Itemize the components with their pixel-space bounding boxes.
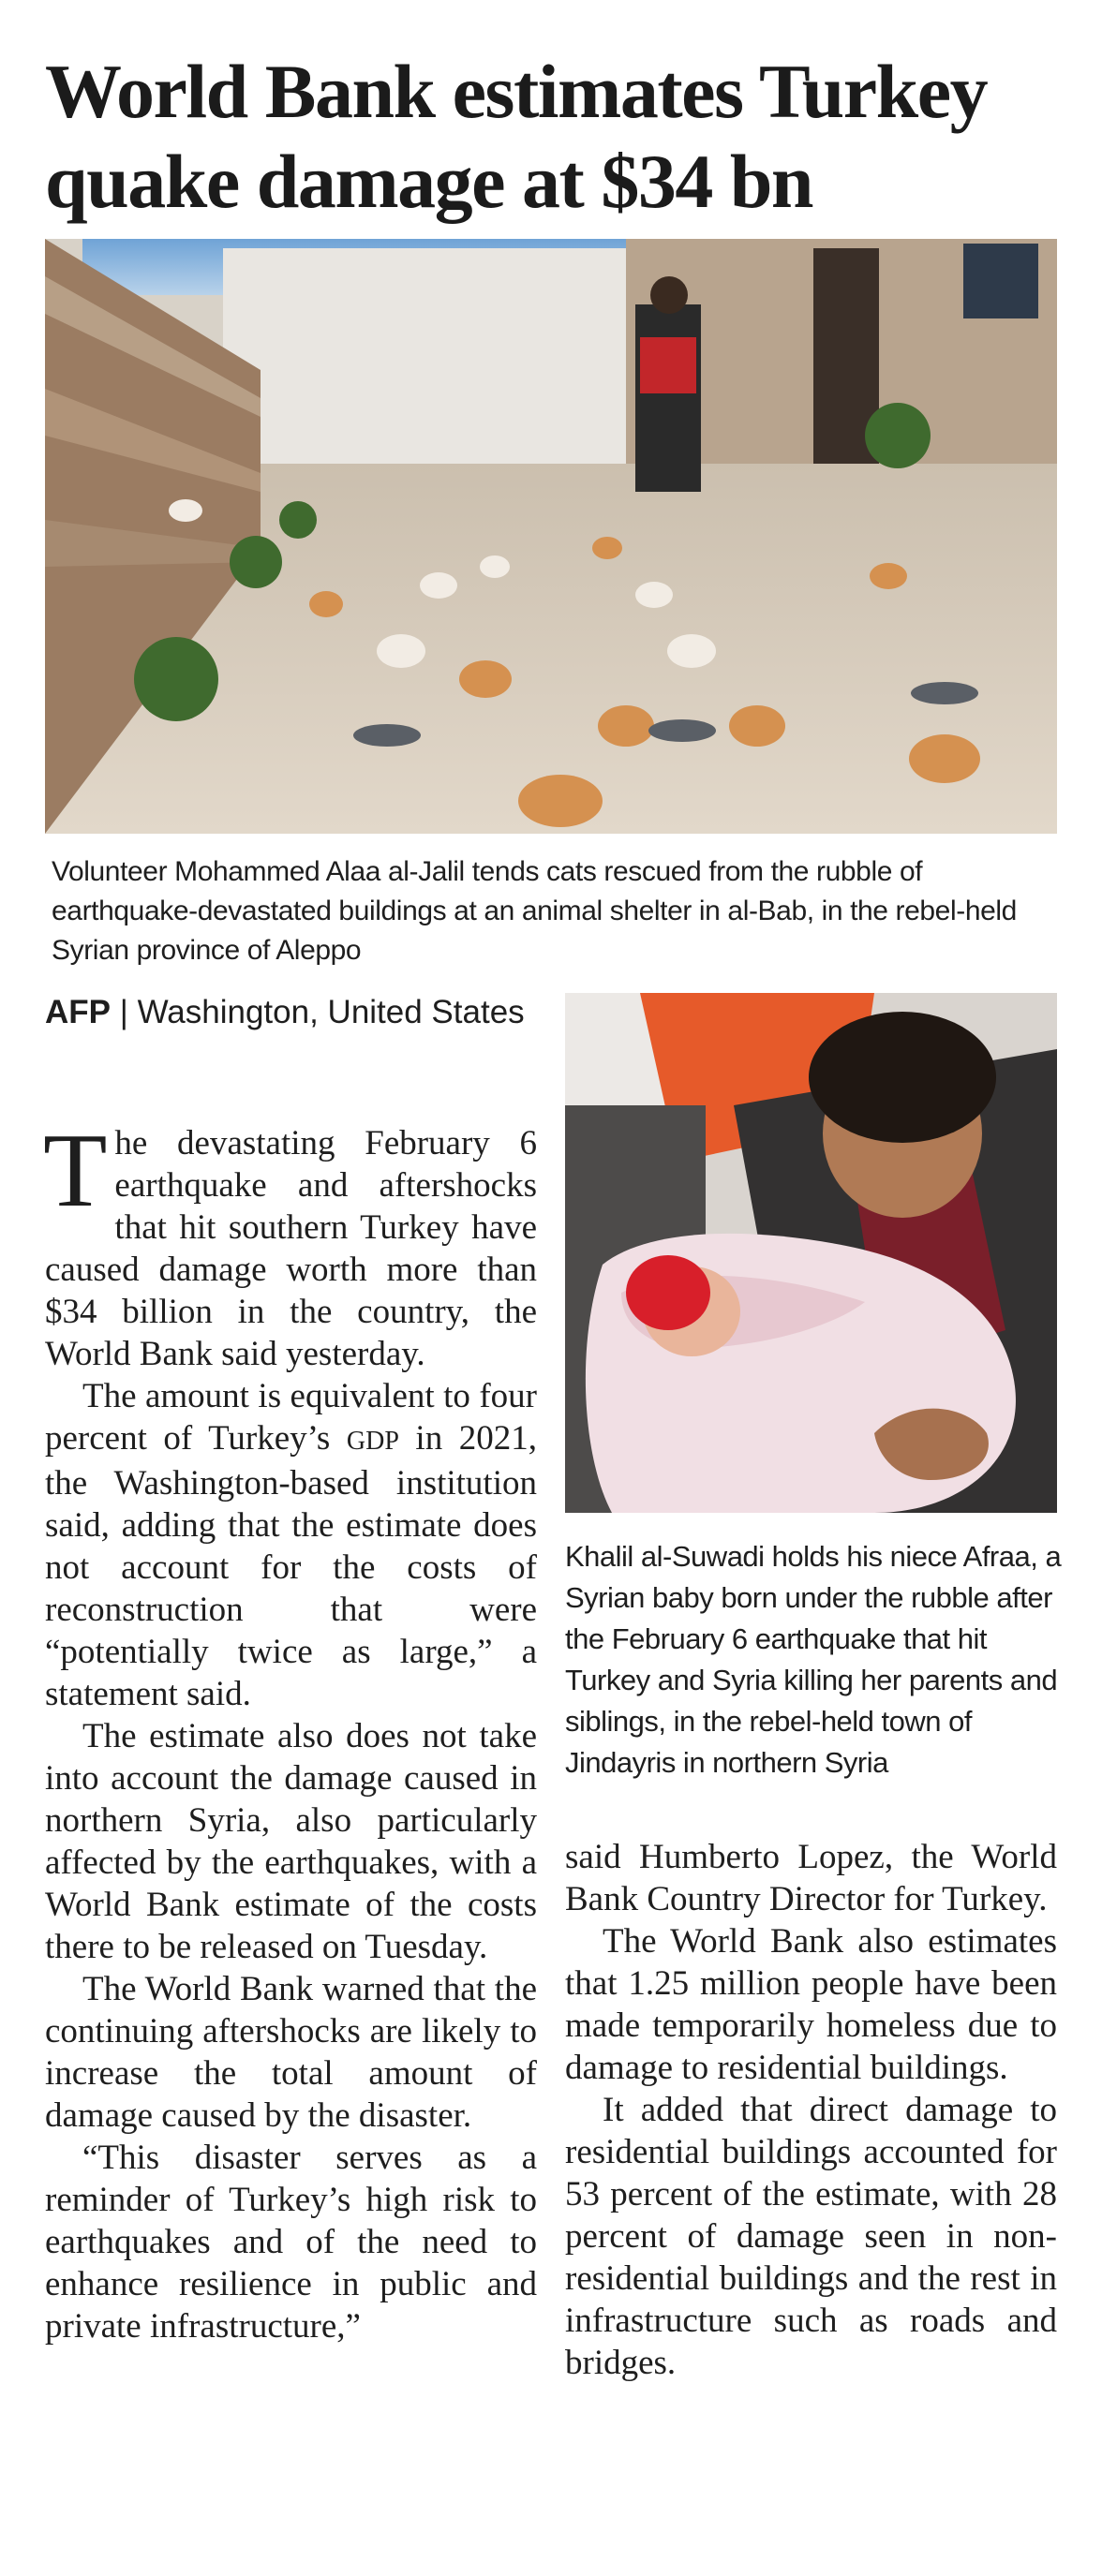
photo-caption-top: Volunteer Mohammed Alaa al-Jalil tends cats rescued from the rubble of earthquake-devastated buildings at an animal shelter in al-Bab, in the rebel-held Syrian province of Aleppo: [52, 856, 1017, 966]
article-paragraph-4: The World Bank warned that the continuing aftershocks are likely to increase the total amount of damage caused by the disaster.: [45, 1970, 537, 2135]
gdp-abbrev: GDP: [346, 1427, 399, 1456]
dropcap: T: [43, 1113, 108, 1229]
photo-cats-shelter-image: [45, 239, 1057, 834]
photo-baby: [565, 993, 1057, 1513]
photo-cats-shelter: [45, 239, 1057, 834]
article-paragraph-1-text: he devastating February 6 earthquake and aftershocks that hit southern Turkey have caused damage worth more than $34 billion in the country, the World Bank said yesterday.: [45, 1124, 537, 1373]
headline: World Bank estimates Turkey quake damage at $34 bn: [45, 49, 988, 224]
article-paragraph-2-text-a: The amount is equivalent to four percent of Turkey’s: [45, 1377, 537, 1458]
photo-caption-side: Khalil al-Suwadi holds his niece Afraa, a Syrian baby born under the rubble after the February 6 earthquake that hit Turkey and Syria killing her parents and siblings, in the rebel-held town of Jindayris in northern Syria: [565, 1540, 1062, 1779]
byline-separator: |: [119, 994, 128, 1030]
byline: [45, 991, 532, 1033]
article-paragraph-5-continued: said Humberto Lopez, the World Bank Country Director for Turkey.: [565, 1838, 1057, 1918]
article-paragraph-6: The World Bank also estimates that 1.25 million people have been made temporarily homeless due to damage to residential buildings.: [565, 1922, 1057, 2087]
article-paragraph-2: [45, 1375, 537, 1715]
byline-agency: AFP: [45, 994, 111, 1030]
article-paragraph-7: It added that direct damage to residential buildings accounted for 53 percent of the estimate, with 28 percent of damage seen in non-residential buildings and the rest in infrastructure such as roads and bridges.: [565, 2091, 1057, 2382]
article-column-left: [43, 1113, 538, 2347]
article-paragraph-2-text-b: in 2021, the Washington-based institution said, adding that the estimate does not account for the costs of reconstruction that were “potentially twice as large,” a statement said.: [45, 1419, 538, 1713]
article-paragraph-5: “This disaster serves as a reminder of Turkey’s high risk to earthquakes and of the need to enhance resilience in public and private infrastructure,”: [45, 2139, 537, 2346]
byline-location: Washington, United States: [137, 994, 525, 1030]
article-column-right: [565, 1836, 1057, 2384]
article-paragraph-3: The estimate also does not take into account the damage caused in northern Syria, also particularly affected by the earthquakes, with a World Bank estimate of the costs there to be released on Tuesday.: [45, 1717, 537, 1966]
article-paragraph-1: [43, 1113, 537, 1375]
photo-baby-image: [565, 993, 1057, 1513]
